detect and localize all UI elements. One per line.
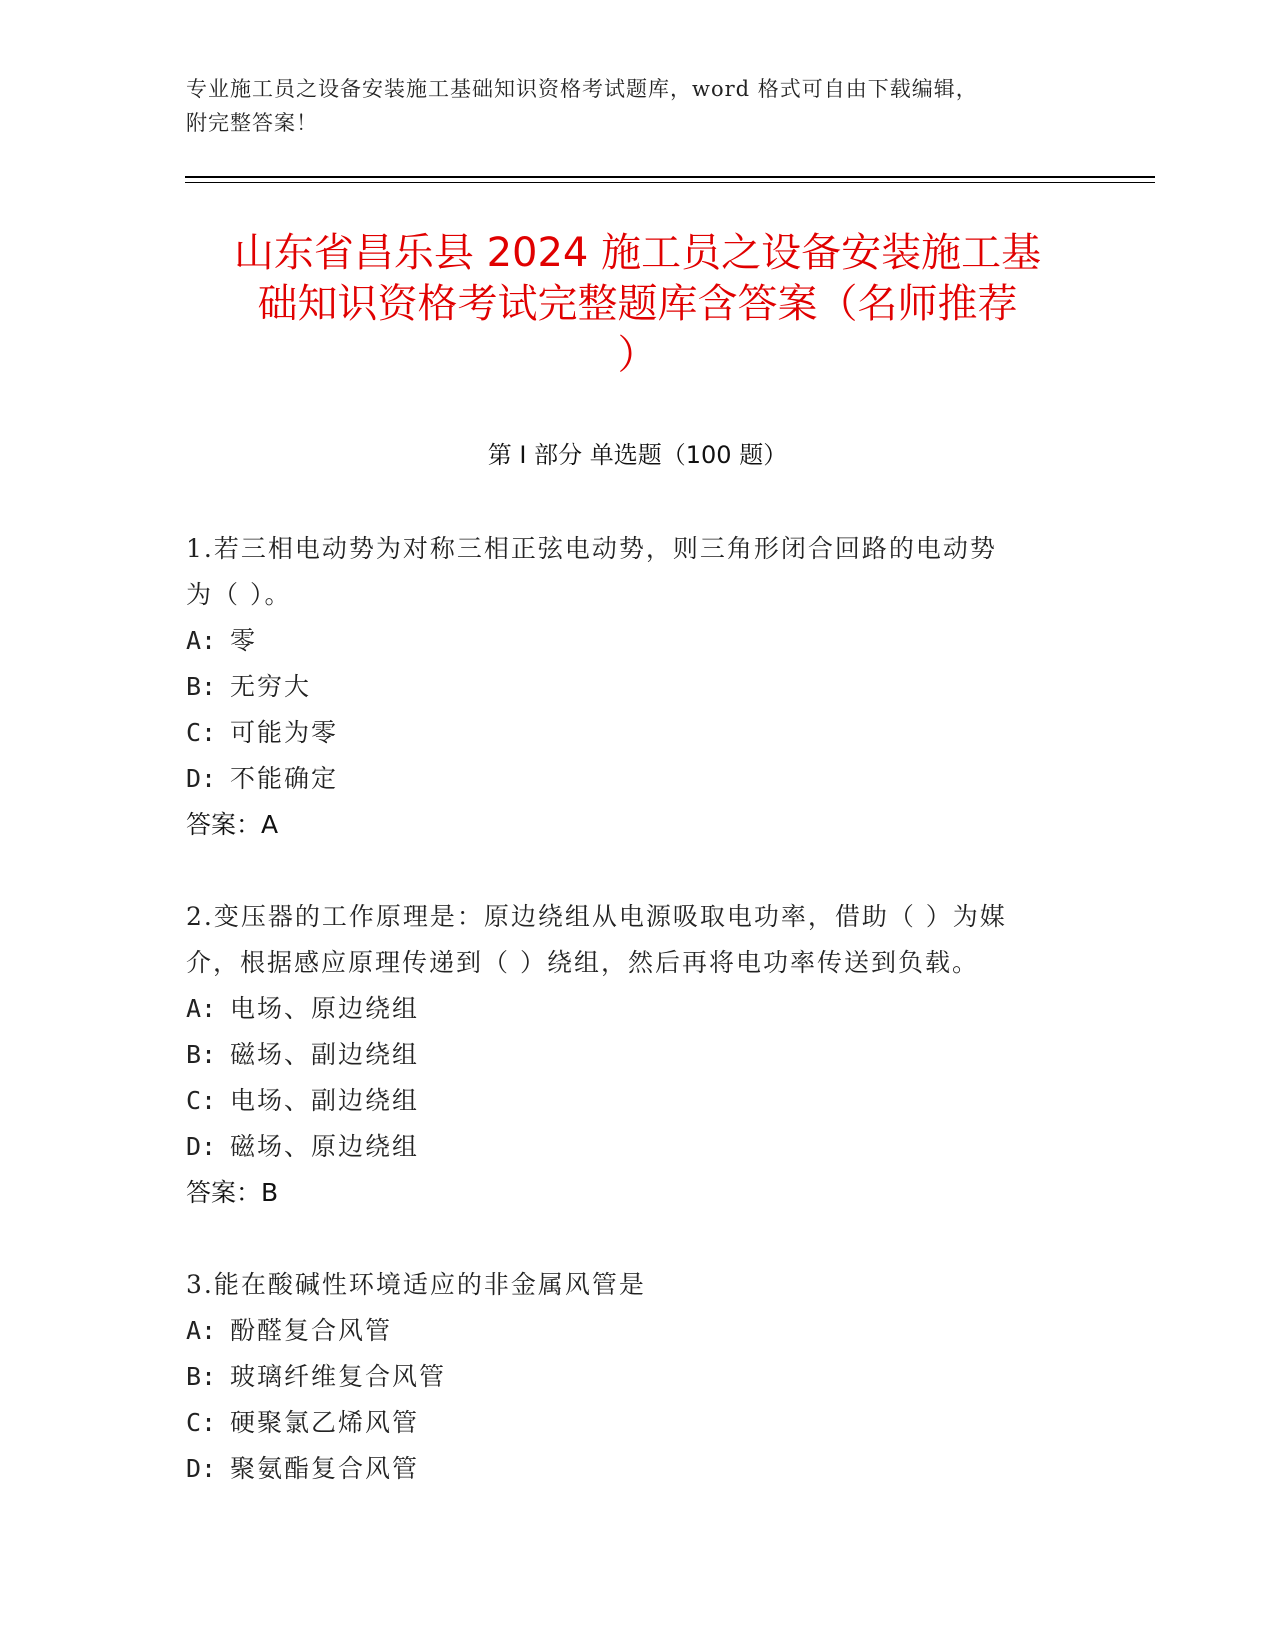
option-key: D: <box>186 1132 217 1161</box>
option-text: 磁场、原边绕组 <box>230 1132 420 1161</box>
option-key: C: <box>186 718 217 747</box>
option-text: 电场、原边绕组 <box>230 994 420 1023</box>
question-stem <box>186 1262 1066 1308</box>
option-text: 聚氨酯复合风管 <box>230 1454 420 1483</box>
intro-line-1: 专业施工员之设备安装施工基础知识资格考试题库，word 格式可自由下载编辑， <box>186 77 978 101</box>
intro-line-2: 附完整答案！ <box>186 111 318 135</box>
header-divider-thin <box>185 182 1155 183</box>
section-heading: 第 I 部分 单选题（100 题） <box>487 441 788 469</box>
answer-line: 答案：A <box>186 810 279 839</box>
option-text: 硬聚氯乙烯风管 <box>230 1408 420 1437</box>
option-text: 零 <box>230 626 258 655</box>
option-d <box>186 756 1066 802</box>
option-key: A: <box>186 994 217 1023</box>
question-1 <box>186 526 1066 848</box>
header-divider-thick <box>185 176 1155 178</box>
option-key: B: <box>186 672 217 701</box>
option-a <box>186 618 1066 664</box>
question-list <box>186 526 1066 1538</box>
question-stem <box>186 894 1066 986</box>
option-a <box>186 1308 1066 1354</box>
option-text: 无穷大 <box>230 672 312 701</box>
option-key: D: <box>186 1454 217 1483</box>
option-key: C: <box>186 1086 217 1115</box>
question-3 <box>186 1262 1066 1492</box>
title-line-1: 山东省昌乐县 2024 施工员之设备安装施工基 <box>233 230 1042 276</box>
question-stem-line: 为（ ）。 <box>186 580 292 609</box>
question-stem-line: 2.变压器的工作原理是：原边绕组从电源吸取电功率，借助（ ）为媒 <box>186 902 1007 931</box>
option-text: 玻璃纤维复合风管 <box>230 1362 447 1391</box>
option-a <box>186 986 1066 1032</box>
option-c <box>186 1078 1066 1124</box>
option-b <box>186 1032 1066 1078</box>
option-key: A: <box>186 626 217 655</box>
option-text: 磁场、副边绕组 <box>230 1040 420 1069</box>
title-line-3: ） <box>617 332 658 378</box>
option-d <box>186 1124 1066 1170</box>
option-text: 酚醛复合风管 <box>230 1316 393 1345</box>
intro-text <box>186 72 1086 140</box>
option-c <box>186 1400 1066 1446</box>
question-stem-line: 介，根据感应原理传递到（ ）绕组，然后再将电功率传送到负载。 <box>186 948 979 977</box>
option-b <box>186 664 1066 710</box>
answer-line: 答案：B <box>186 1178 279 1207</box>
option-key: D: <box>186 764 217 793</box>
option-d <box>186 1446 1066 1492</box>
option-key: B: <box>186 1362 217 1391</box>
option-key: B: <box>186 1040 217 1069</box>
question-stem-line: 3.能在酸碱性环境适应的非金属风管是 <box>186 1270 646 1299</box>
question-2 <box>186 894 1066 1216</box>
option-text: 电场、副边绕组 <box>230 1086 420 1115</box>
question-stem-line: 1.若三相电动势为对称三相正弦电动势，则三角形闭合回路的电动势 <box>186 534 997 563</box>
option-text: 可能为零 <box>230 718 339 747</box>
option-b <box>186 1354 1066 1400</box>
option-key: A: <box>186 1316 217 1345</box>
title-line-2: 础知识资格考试完整题库含答案（名师推荐 <box>257 281 1018 327</box>
option-key: C: <box>186 1408 217 1437</box>
option-c <box>186 710 1066 756</box>
question-stem <box>186 526 1066 618</box>
document-title <box>140 228 1135 381</box>
option-text: 不能确定 <box>230 764 339 793</box>
